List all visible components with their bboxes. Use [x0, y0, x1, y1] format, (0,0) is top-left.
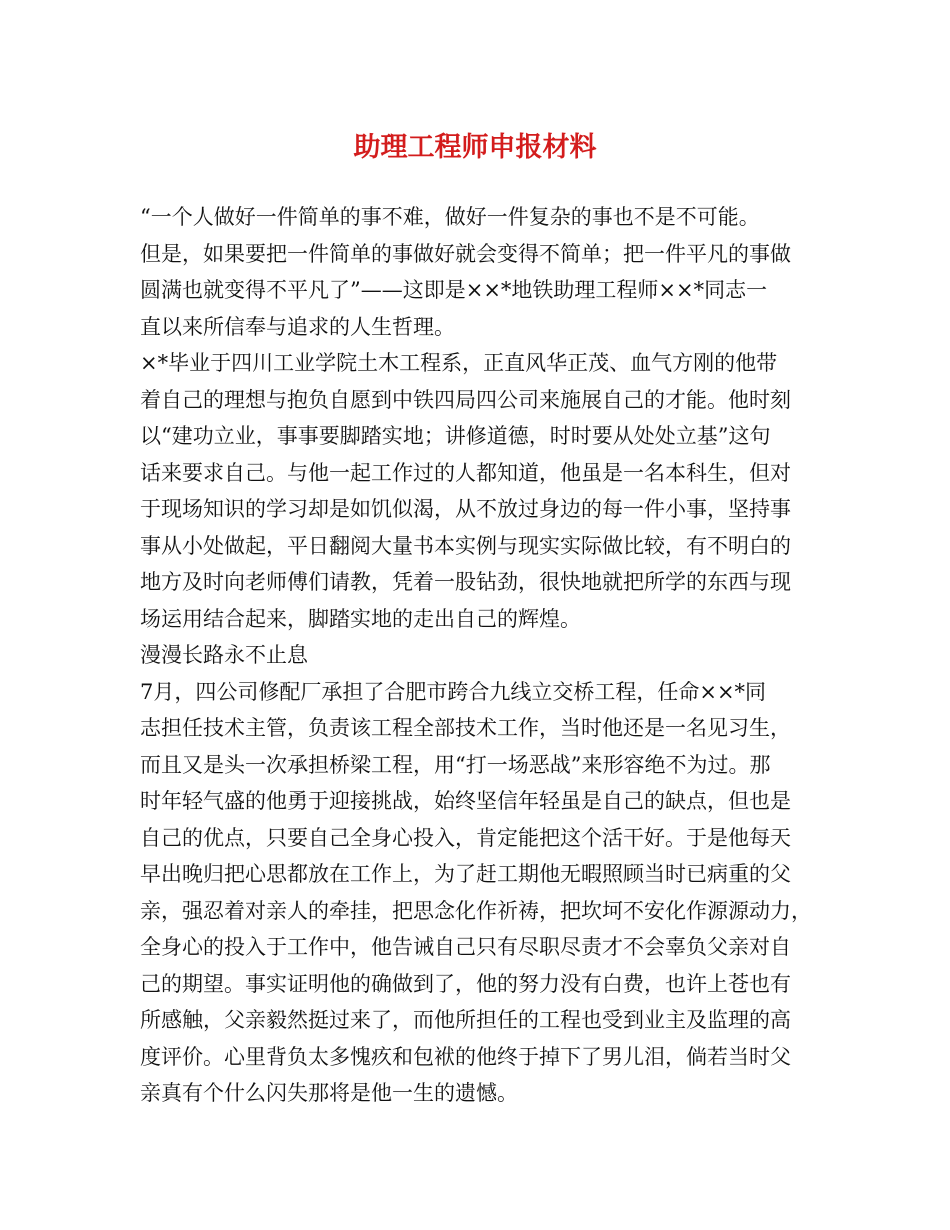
body-line: 自己的优点，只要自己全身心投入，肯定能把这个活干好。于是他每天: [140, 825, 791, 850]
body-line: 圆满也就变得不平凡了”——这即是××*地铁助理工程师××*同志一: [140, 278, 768, 302]
body-line: 亲真有个什么闪失那将是他一生的遗憾。: [140, 1081, 518, 1105]
body-line: 以“建功立业，事事要脚踏实地；讲修道德，时时要从处处立基”这句: [140, 424, 771, 448]
body-line: 早出晚归把心思都放在工作上，为了赶工期他无暇照顾当时已病重的父: [140, 862, 791, 886]
body-line: 己的期望。事实证明他的确做到了，他的努力没有白费，也许上苍也有: [140, 971, 791, 996]
body-line: 事从小处做起，平日翻阅大量书本实例与现实实际做比较，有不明白的: [140, 533, 791, 558]
body-line: 时年轻气盛的他勇于迎接挑战，始终坚信年轻虽是自己的缺点，但也是: [140, 789, 791, 813]
body-line: 地方及时向老师傅们请教，凭着一股钻劲，很快地就把所学的东西与现: [140, 570, 791, 594]
body-line: 直以来所信奉与追求的人生哲理。: [140, 314, 455, 339]
body-line: 但是，如果要把一件简单的事做好就会变得不简单；把一件平凡的事做: [140, 241, 791, 266]
body-line: 全身心的投入于工作中，他告诫自己只有尽职尽责才不会辜负父亲对自: [140, 935, 791, 959]
body-line: 而且又是头一次承担桥梁工程，用“打一场恶战”来形容绝不为过。那: [140, 752, 771, 777]
body-line: 志担任技术主管，负责该工程全部技术工作，当时他还是一名见习生，: [140, 716, 791, 740]
body-line: ×*毕业于四川工业学院土木工程系，正直风华正茂、血气方刚的他带: [140, 351, 778, 375]
document-title: 助理工程师申报材料: [353, 132, 597, 163]
body-line: 着自己的理想与抱负自愿到中铁四局四公司来施展自己的才能。他时刻: [140, 387, 791, 412]
body-line: 话来要求自己。与他一起工作过的人都知道，他虽是一名本科生，但对: [140, 460, 791, 485]
body-line: 度评价。心里背负太多愧疚和包袱的他终于掉下了男儿泪，倘若当时父: [140, 1044, 791, 1069]
section-heading: 漫漫长路永不止息: [140, 643, 308, 667]
body-line: 场运用结合起来，脚踏实地的走出自己的辉煌。: [140, 606, 581, 631]
body-line: 所感触，父亲毅然挺过来了，而他所担任的工程也受到业主及监理的高: [140, 1008, 791, 1032]
document-body: [140, 199, 824, 1112]
body-line: 于现场知识的学习却是如饥似渴，从不放过身边的每一件小事，坚持事: [140, 497, 791, 521]
body-line: “一个人做好一件简单的事不难，做好一件复杂的事也不是不可能。: [140, 205, 760, 229]
body-line: 7月，四公司修配厂承担了合肥市跨合九线立交桥工程，任命××*同: [140, 679, 767, 704]
body-line: 亲，强忍着对亲人的牵挂，把思念化作祈祷，把坎坷不安化作源源动力，: [140, 898, 812, 923]
